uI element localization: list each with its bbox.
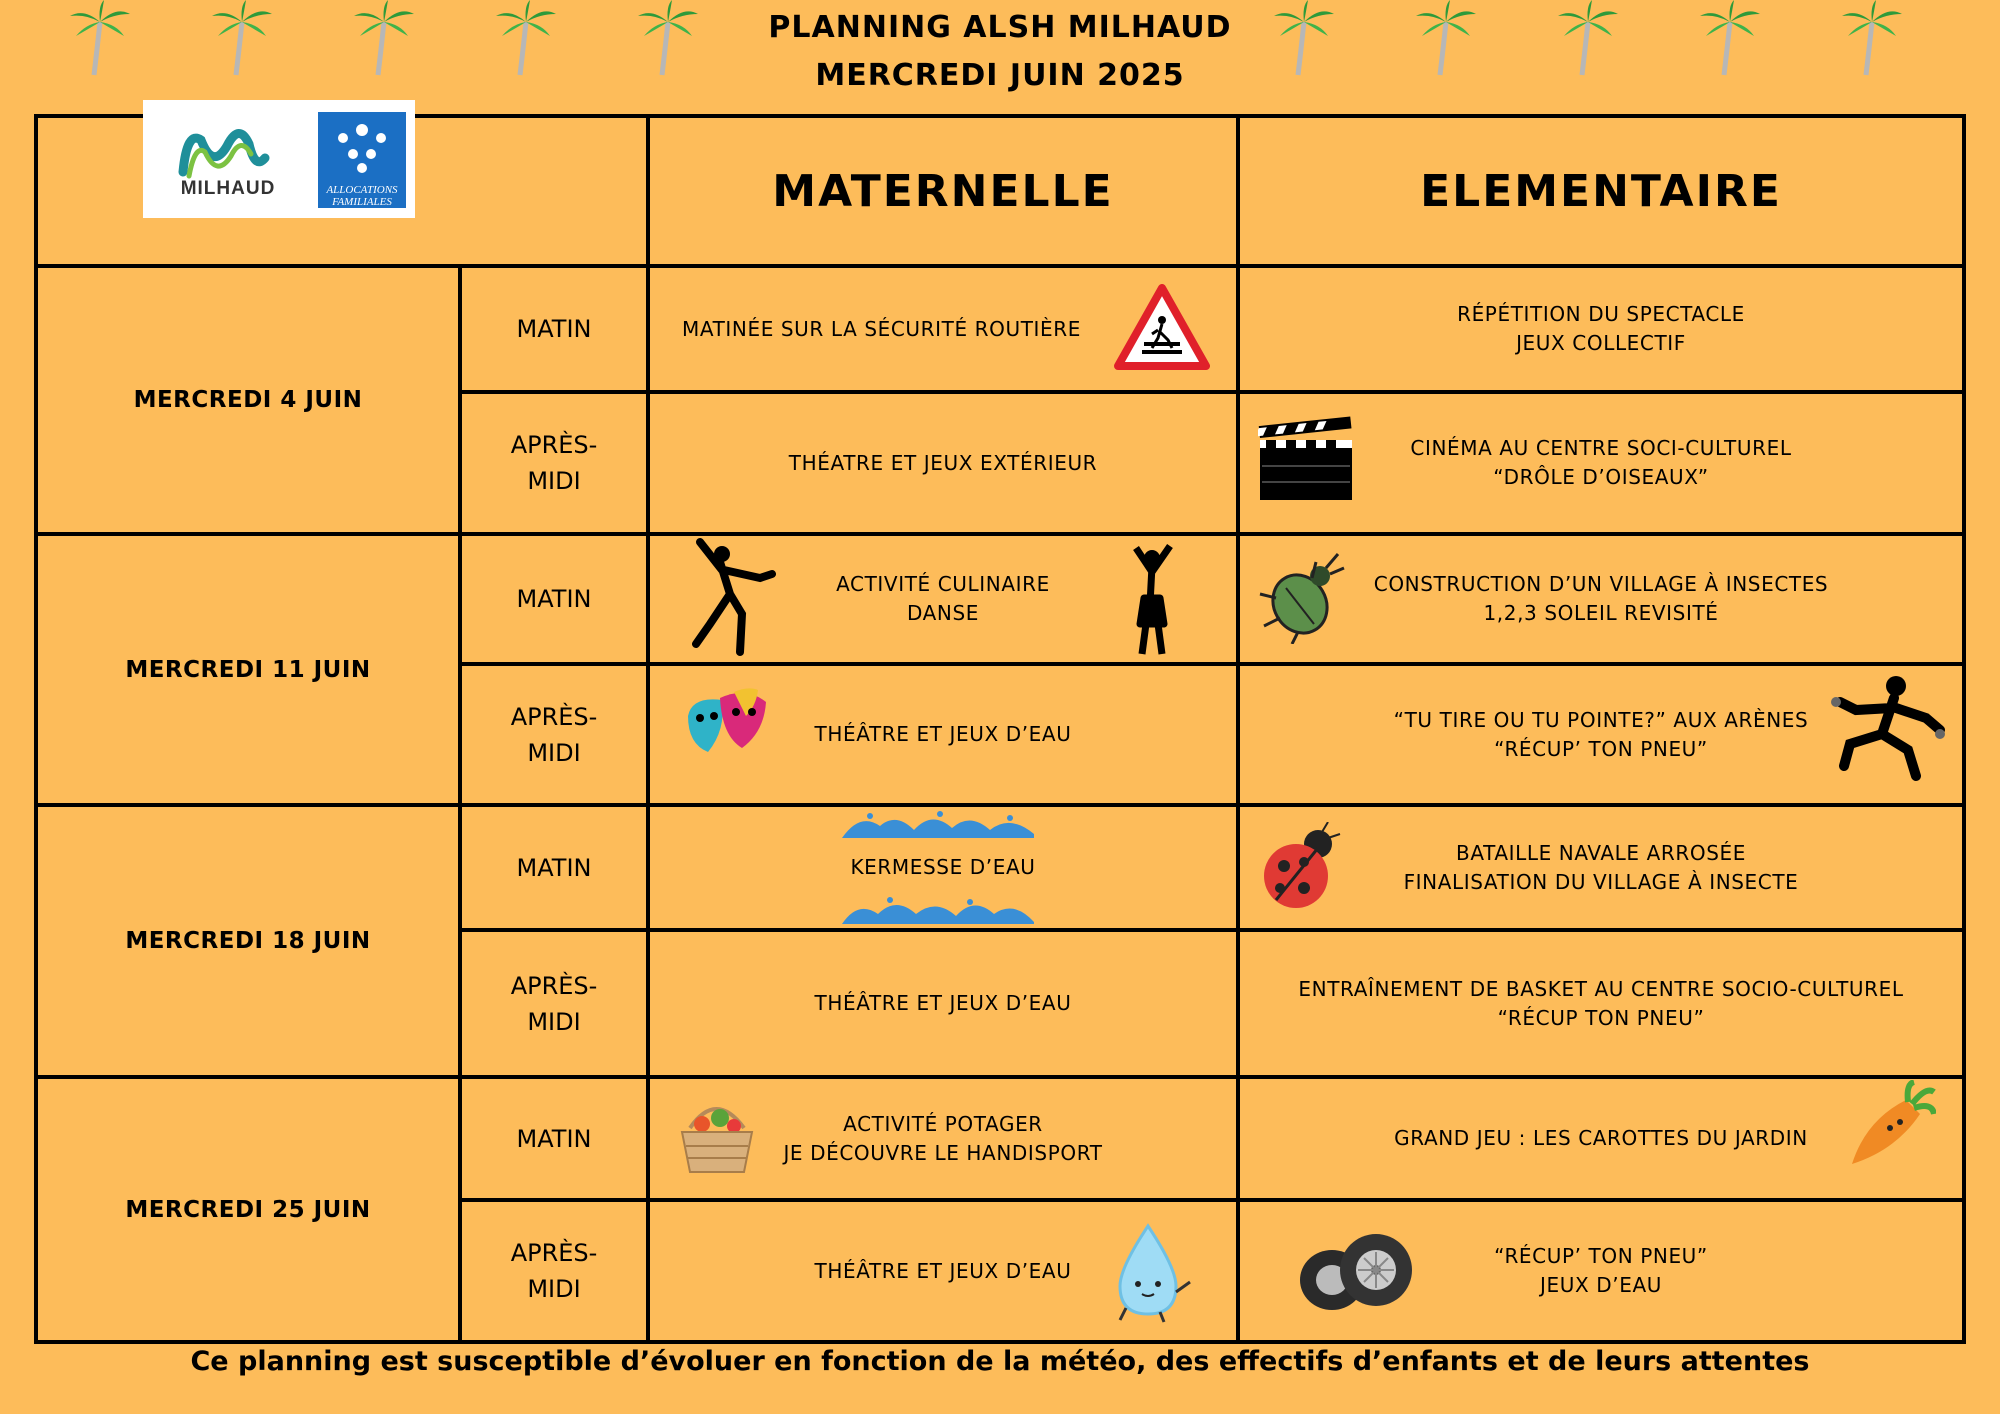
activity-elementaire: “RÉCUP’ TON PNEU” JEUX D’EAU xyxy=(1494,1244,1708,1297)
carrot-icon xyxy=(1846,1080,1936,1170)
water-splash-icon xyxy=(840,808,1036,840)
page-subtitle: MERCREDI JUIN 2025 xyxy=(815,58,1185,93)
palm-tree-icon xyxy=(1558,0,1618,75)
column-header-maternelle: MATERNELLE xyxy=(772,165,1114,217)
footer-note: Ce planning est susceptible d’évoluer en fonction de la météo, des effectifs d’enfants et de leurs attentes xyxy=(190,1346,1810,1377)
activity-maternelle: ACTIVITÉ CULINAIRE DANSE xyxy=(836,572,1050,625)
day-label-25-juin: MERCREDI 25 JUIN xyxy=(125,1196,371,1223)
period-apres-midi: APRÈS- MIDI xyxy=(510,702,598,767)
day-label-11-juin: MERCREDI 11 JUIN xyxy=(125,656,371,683)
activity-elementaire: RÉPÉTITION DU SPECTACLE JEUX COLLECTIF xyxy=(1457,302,1745,355)
ladybug-icon xyxy=(1258,822,1344,914)
activity-elementaire: ENTRAÎNEMENT DE BASKET AU CENTRE SOCIO-CULTUREL “RÉCUP TON PNEU” xyxy=(1298,976,1904,1030)
milhaud-logo-text: MILHAUD xyxy=(180,178,276,199)
activity-elementaire: BATAILLE NAVALE ARROSÉE FINALISATION DU VILLAGE À INSECTE xyxy=(1403,840,1799,894)
activity-elementaire: CONSTRUCTION D’UN VILLAGE À INSECTES 1,2,3 SOLEIL REVISITÉ xyxy=(1373,572,1829,625)
palm-tree-icon xyxy=(496,0,556,75)
clapperboard-icon xyxy=(1258,414,1354,502)
palm-tree-icon xyxy=(1416,0,1476,75)
activity-maternelle: KERMESSE D’EAU xyxy=(850,855,1036,879)
period-apres-midi: APRÈS- MIDI xyxy=(510,431,598,495)
period-matin: MATIN xyxy=(516,1124,592,1153)
day-label-4-juin: MERCREDI 4 JUIN xyxy=(133,387,363,413)
activity-maternelle: THÉATRE ET JEUX EXTÉRIEUR xyxy=(788,450,1098,475)
period-matin: MATIN xyxy=(516,315,592,343)
period-apres-midi: APRÈS- MIDI xyxy=(510,971,598,1036)
caf-logo-text: ALLOCATIONS FAMILIALES xyxy=(326,184,398,208)
dancer-silhouette-icon xyxy=(680,534,776,658)
palm-tree-icon xyxy=(1842,0,1902,75)
day-label-18-juin: MERCREDI 18 JUIN xyxy=(125,928,371,954)
tires-icon xyxy=(1298,1230,1414,1316)
theater-masks-icon xyxy=(682,686,772,760)
palm-tree-icon xyxy=(1700,0,1760,75)
activity-maternelle: THÉÂTRE ET JEUX D’EAU xyxy=(814,991,1072,1015)
column-header-elementaire: ELEMENTAIRE xyxy=(1420,165,1782,217)
period-matin: MATIN xyxy=(516,585,592,613)
palm-tree-icon xyxy=(354,0,414,75)
activity-elementaire: CINÉMA AU CENTRE SOCI-CULTUREL “DRÔLE D’OISEAUX” xyxy=(1410,436,1792,489)
water-drop-character-icon xyxy=(1104,1222,1200,1324)
period-apres-midi: APRÈS- MIDI xyxy=(510,1239,598,1303)
activity-maternelle: THÉÂTRE ET JEUX D’EAU xyxy=(814,1258,1072,1283)
page-title: PLANNING ALSH MILHAUD xyxy=(768,10,1232,45)
vegetable-basket-icon xyxy=(676,1094,758,1180)
beetle-icon xyxy=(1256,548,1346,644)
dancer-silhouette-icon xyxy=(1122,540,1188,658)
activity-maternelle: MATINÉE SUR LA SÉCURITÉ ROUTIÈRE xyxy=(682,316,1082,341)
activity-maternelle: THÉÂTRE ET JEUX D’EAU xyxy=(814,722,1072,746)
palm-tree-icon xyxy=(70,0,130,75)
pedestrian-crossing-sign-icon xyxy=(1114,284,1210,370)
petanque-player-icon xyxy=(1816,668,1946,790)
period-matin: MATIN xyxy=(516,853,592,882)
activity-elementaire: GRAND JEU : LES CAROTTES DU JARDIN xyxy=(1394,1126,1808,1150)
palm-tree-icon xyxy=(1274,0,1334,75)
palm-tree-icon xyxy=(212,0,272,75)
activity-elementaire: “TU TIRE OU TU POINTE?” AUX ARÈNES “RÉCUP’ TON PNEU” xyxy=(1393,707,1809,761)
palm-tree-row xyxy=(0,0,2000,90)
logo-box xyxy=(143,100,415,218)
palm-tree-icon xyxy=(638,0,698,75)
water-splash-icon xyxy=(840,894,1036,926)
activity-maternelle: ACTIVITÉ POTAGER JE DÉCOUVRE LE HANDISPORT xyxy=(783,1111,1103,1165)
